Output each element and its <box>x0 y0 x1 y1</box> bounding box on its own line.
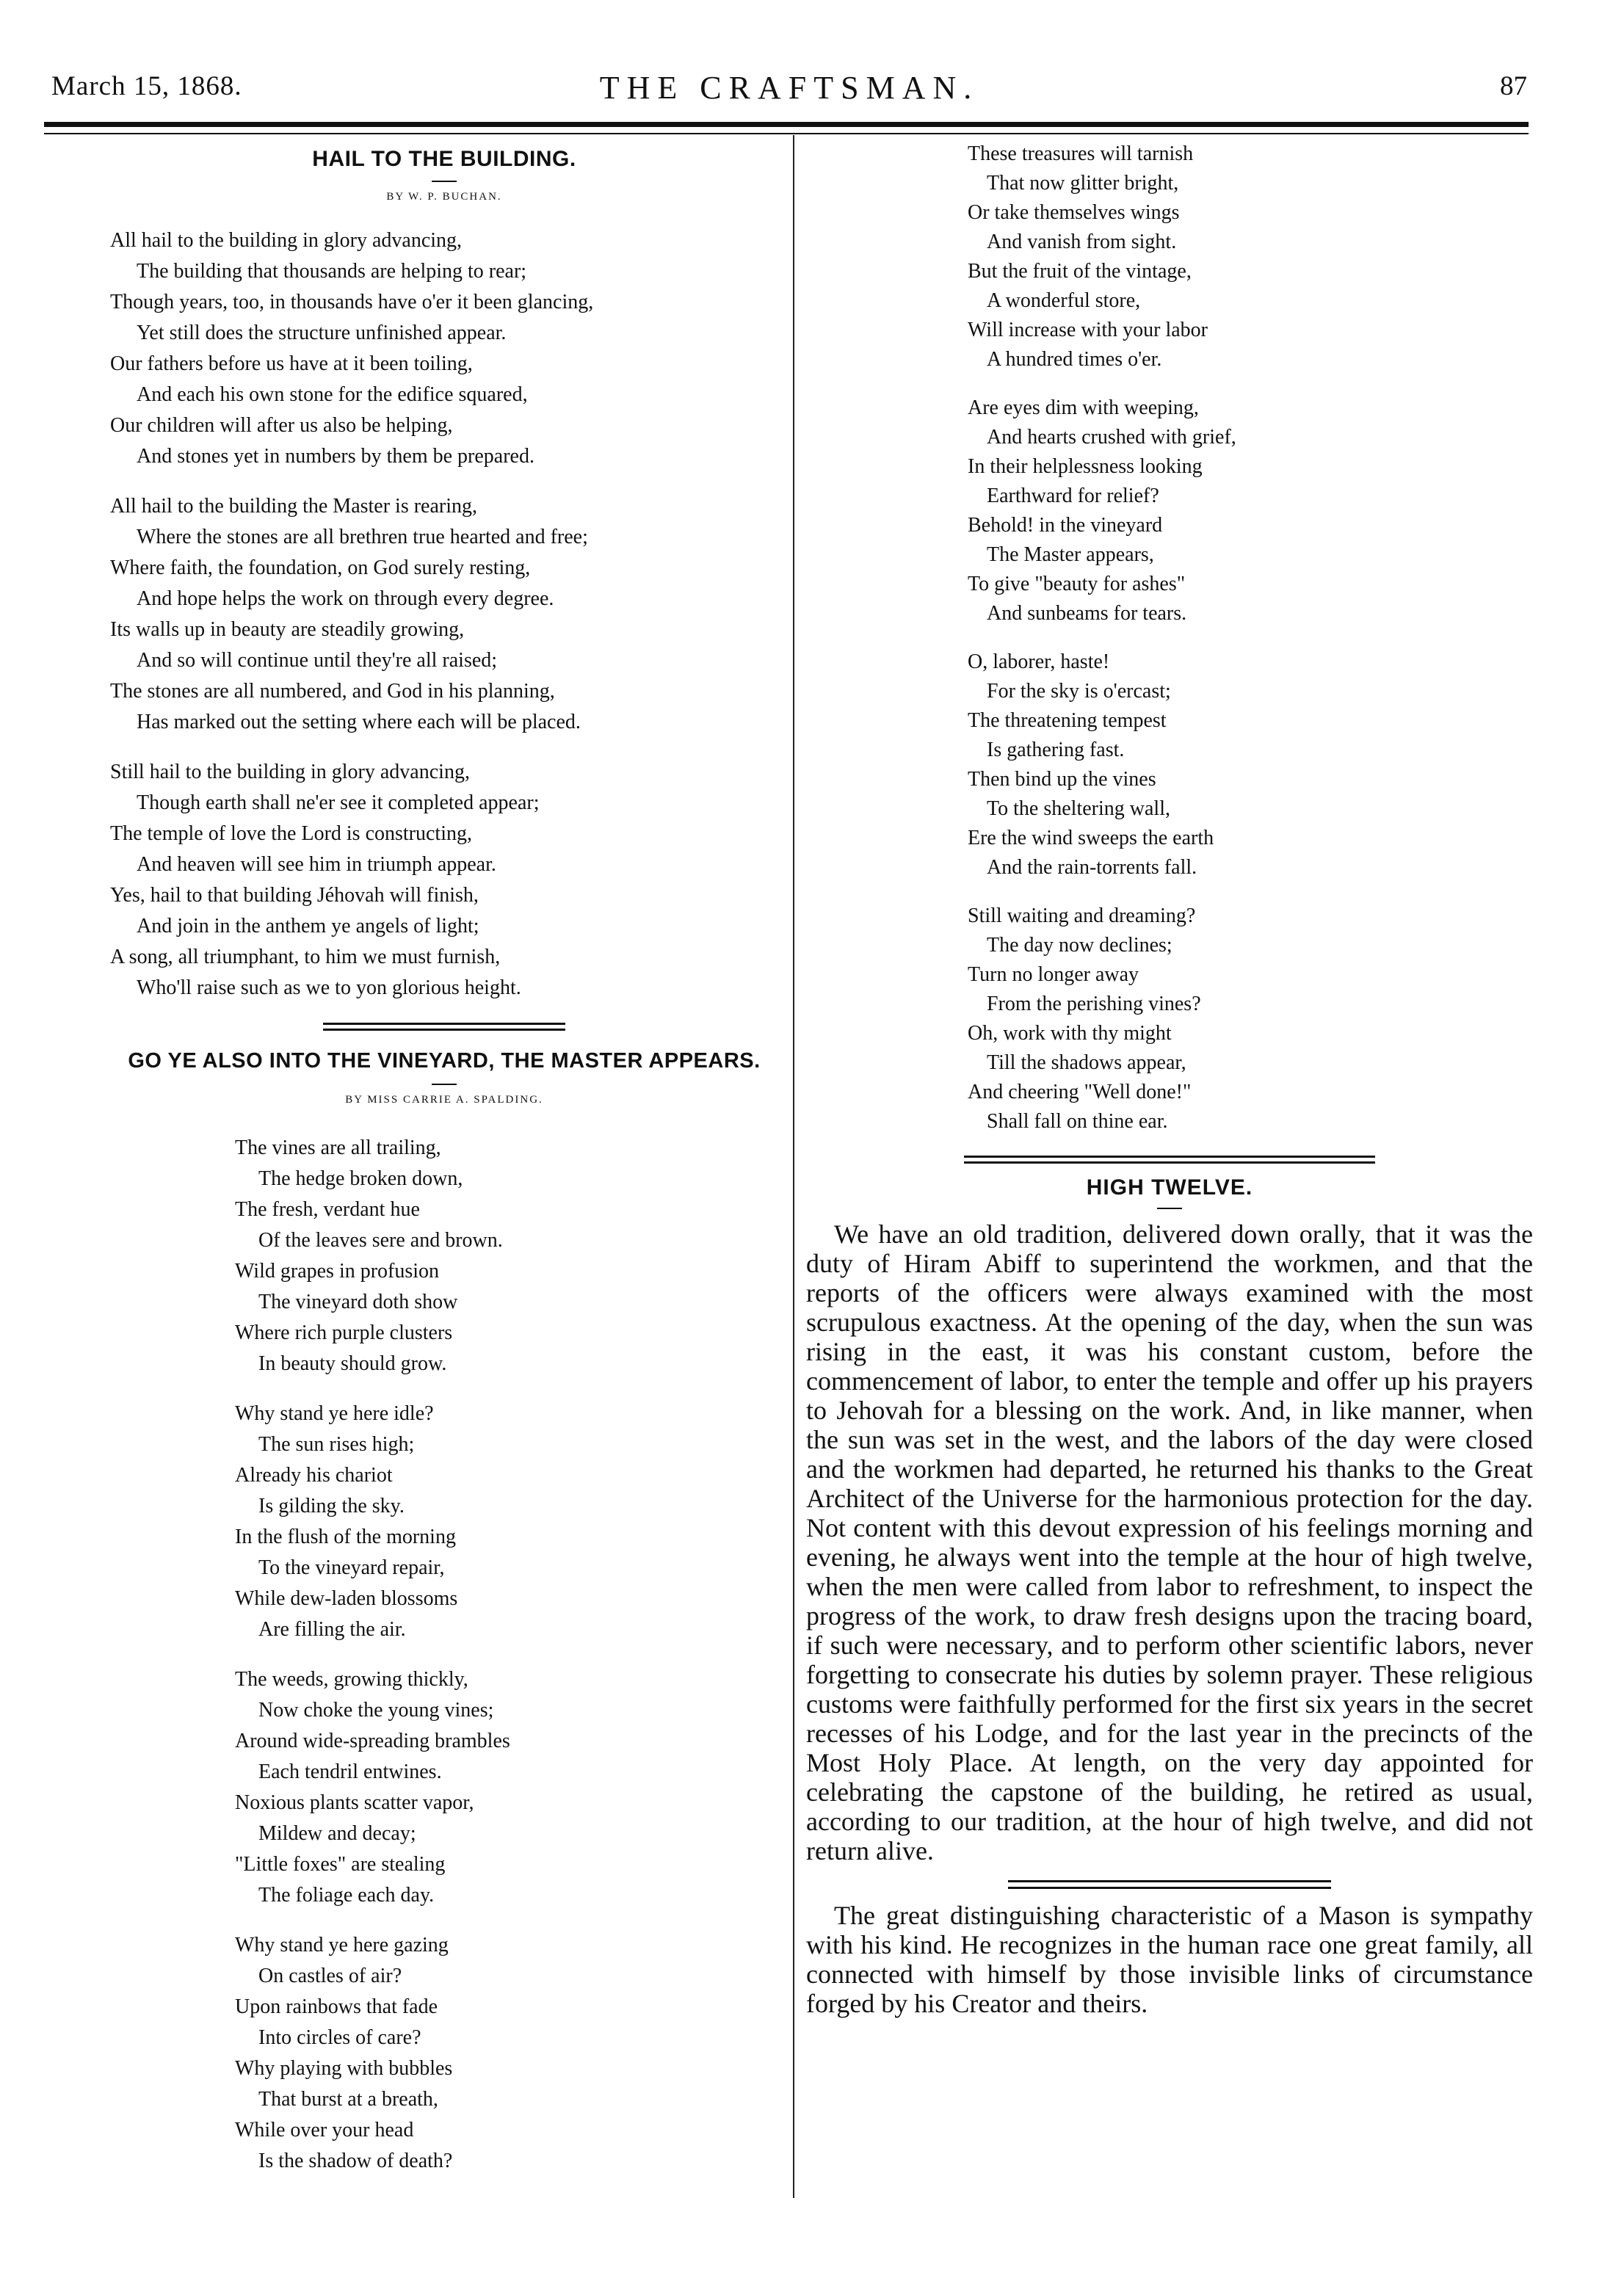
poem-line: Ere the wind sweeps the earth <box>968 827 1214 849</box>
article-title: HIGH TWELVE. <box>1086 1175 1253 1200</box>
poem-line: And join in the anthem ye angels of light; <box>137 915 479 938</box>
poem-line: A hundred times o'er. <box>987 348 1162 371</box>
poem-line: That burst at a breath, <box>258 2088 438 2111</box>
poem-line: In the flush of the morning <box>235 1526 456 1548</box>
poem-line: The Master appears, <box>987 543 1154 566</box>
stanza <box>110 225 778 472</box>
column-divider <box>793 135 794 2198</box>
poem-line: The building that thousands are helping to rear; <box>137 260 527 283</box>
page-header <box>51 70 1527 115</box>
poem-line: Where rich purple clusters <box>235 1321 453 1344</box>
poem-line: Still hail to the building in glory advancing, <box>110 761 470 783</box>
poem-line: Noxious plants scatter vapor, <box>235 1791 474 1814</box>
poem-line: Till the shadows appear, <box>987 1051 1186 1074</box>
poem-line: Why stand ye here idle? <box>235 1402 434 1425</box>
poem-line: Of the leaves sere and brown. <box>258 1229 503 1252</box>
stanza <box>968 139 1533 374</box>
poem-line: And each his own stone for the edifice squared, <box>137 383 528 406</box>
poem-line: To the sheltering wall, <box>987 797 1170 820</box>
poem-line: Around wide-spreading brambles <box>235 1730 510 1752</box>
poem-stanzas <box>110 225 778 1004</box>
poem-line: And stones yet in numbers by them be prepared. <box>137 445 534 468</box>
poem-line: The weeds, growing thickly, <box>235 1668 468 1691</box>
poem-line: Is gathering fast. <box>987 739 1125 761</box>
poem-line: Upon rainbows that fade <box>235 1995 438 2018</box>
poem-line: All hail to the building in glory advancing, <box>110 229 463 252</box>
poem-line: The foliage each day. <box>258 1884 435 1907</box>
article-paragraph: The great distinguishing characteristic of a Mason is sympathy with his kind. He recognizes in the human race one great family, all connected with himself by those invisible links of circumstance forged by his Creator and theirs. <box>806 1901 1533 2018</box>
left-column <box>110 139 778 2196</box>
stanza <box>968 648 1533 882</box>
poem-line: Is the shadow of death? <box>258 2150 453 2172</box>
section-divider <box>964 1156 1375 1164</box>
poem-line: And sunbeams for tears. <box>987 602 1187 625</box>
poem-line: The sun rises high; <box>258 1433 415 1456</box>
poem-line: Why stand ye here gazing <box>235 1934 449 1956</box>
poem-line: To the vineyard repair, <box>258 1556 445 1579</box>
poem-byline: BY MISS CARRIE A. SPALDING. <box>110 1094 778 1106</box>
poem-line: Then bind up the vines <box>968 768 1156 791</box>
poem-line: The stones are all numbered, and God in his planning, <box>110 680 555 703</box>
page-number: 87 <box>1500 71 1527 101</box>
article-paragraph: We have an old tradition, delivered down orally, that it was the duty of Hiram Abiff to superintend the workmen, and that the reports of the officers were always examined with the most scrupulous exactness. At the opening of the day, when the sun was rising in the east, it was his constant custom, before the commencement of labor, to enter the temple and offer up his prayers to Jehovah for a blessing on the work. And, in like manner, when the sun was set in the west, and the labors of the day were closed and the workmen had departed, he returned his thanks to the Great Architect of the Universe for the harmonious protection for the day. Not content with this devout expression of his feelings morning and evening, he always went into the temple at the hour of high twelve, when the men were called from labor to refreshment, to inspect the progress of the work, to draw fresh designs upon the tracing board, if such were necessary, and to perform other scientific labors, never forgetting to consecrate his duties by solemn prayer. These religious customs were faithfully performed for the first six years in the secret recesses of his Lodge, and for the last year in the precincts of the Most Holy Place. At length, on the very day appointed for celebrating the capstone of the building, he retired as usual, according to our tradition, at the hour of high twelve, and did not return alive. <box>806 1219 1533 1865</box>
section-divider <box>1008 1880 1331 1889</box>
poem-line: Shall fall on thine ear. <box>987 1110 1168 1133</box>
stanza <box>235 1930 778 2177</box>
poem-line: Though earth shall ne'er see it completed appear; <box>137 791 540 814</box>
poem-line: That now glitter bright, <box>987 172 1179 195</box>
poem-line: Yet still does the structure unfinished appear. <box>137 322 507 344</box>
poem-line: O, laborer, haste! <box>968 650 1110 673</box>
article-high-twelve <box>806 1175 1533 2018</box>
poem-line: Its walls up in beauty are steadily growing, <box>110 618 465 641</box>
poem-line: And cheering "Well done!" <box>968 1081 1192 1103</box>
poem-line: All hail to the building the Master is rearing, <box>110 495 478 518</box>
poem-line: A wonderful store, <box>987 289 1141 312</box>
stanza <box>235 1133 778 1379</box>
stanza <box>110 491 778 738</box>
poem-line: On castles of air? <box>258 1965 402 1987</box>
poem-line: The hedge broken down, <box>258 1167 463 1190</box>
poem-line: Our fathers before us have at it been toiling, <box>110 352 473 375</box>
right-column <box>806 139 1533 2018</box>
poem-line: And the rain-torrents fall. <box>987 856 1197 879</box>
poem-line: The fresh, verdant hue <box>235 1198 420 1221</box>
poem-byline: BY W. P. BUCHAN. <box>110 191 778 203</box>
stanza <box>968 902 1533 1136</box>
poem-line: From the perishing vines? <box>987 993 1201 1015</box>
section-divider <box>323 1023 565 1031</box>
poem-line: Already his chariot <box>235 1464 393 1487</box>
poem-line: Why playing with bubbles <box>235 2057 453 2080</box>
poem-line: Where the stones are all brethren true hearted and free; <box>137 526 588 548</box>
issue-date: March 15, 1868. <box>51 71 242 101</box>
poem-title: GO YE ALSO INTO THE VINEYARD, THE MASTER APPEARS. <box>128 1049 761 1073</box>
title-dash <box>1157 1208 1182 1209</box>
poem-line: "Little foxes" are stealing <box>235 1853 446 1876</box>
poem-line: Into circles of care? <box>258 2026 421 2049</box>
poem-line: Still waiting and dreaming? <box>968 904 1196 927</box>
poem-line: Oh, work with thy might <box>968 1022 1172 1045</box>
poem-line: But the fruit of the vintage, <box>968 260 1192 283</box>
poem-line: And hope helps the work on through every degree. <box>137 587 554 610</box>
poem-line: Who'll raise such as we to yon glorious height. <box>137 976 521 999</box>
stanza <box>235 1664 778 1911</box>
poem-line: Or take themselves wings <box>968 201 1180 224</box>
poem-line: For the sky is o'ercast; <box>987 680 1171 703</box>
publication-title: THE CRAFTSMAN. <box>599 70 979 106</box>
header-rule <box>44 122 1529 134</box>
poem-stanzas <box>235 1133 778 2177</box>
poem-line: The threatening tempest <box>968 709 1167 732</box>
poem-line: Mildew and decay; <box>258 1822 416 1845</box>
poem-line: Has marked out the setting where each will be placed. <box>137 711 581 733</box>
poem-line: Will increase with your labor <box>968 319 1208 341</box>
stanza <box>968 394 1533 628</box>
poem-line: These treasures will tarnish <box>968 142 1194 165</box>
poem-line: And heaven will see him in triumph appear. <box>137 853 496 876</box>
poem-line: The day now declines; <box>987 934 1172 957</box>
poem-line: To give "beauty for ashes" <box>968 573 1186 595</box>
poem-line: The vineyard doth show <box>258 1291 458 1313</box>
poem-line: And vanish from sight. <box>987 231 1177 253</box>
poem-line: In beauty should grow. <box>258 1352 447 1375</box>
poem-line: Yes, hail to that building Jéhovah will finish, <box>110 884 479 907</box>
poem-line: Our children will after us also be helping, <box>110 414 453 437</box>
poem-line: Where faith, the foundation, on God surely resting, <box>110 556 531 579</box>
stanza <box>110 757 778 1004</box>
poem-line: While dew-laden blossoms <box>235 1587 458 1610</box>
poem-line: A song, all triumphant, to him we must furnish, <box>110 946 501 968</box>
poem-title: HAIL TO THE BUILDING. <box>312 147 576 171</box>
poem-stanzas-continued <box>968 139 1533 1136</box>
poem-line: And so will continue until they're all raised; <box>137 649 498 672</box>
poem-line: Each tendril entwines. <box>258 1760 442 1783</box>
poem-line: While over your head <box>235 2119 414 2142</box>
poem-line: Turn no longer away <box>968 963 1139 986</box>
poem-line: And hearts crushed with grief, <box>987 426 1236 449</box>
poem-line: Though years, too, in thousands have o'er it been glancing, <box>110 291 594 313</box>
poem-line: Now choke the young vines; <box>258 1699 494 1722</box>
poem-line: In their helplessness looking <box>968 455 1203 478</box>
poem-line: Are eyes dim with weeping, <box>968 396 1199 419</box>
poem-line: The vines are all trailing, <box>235 1136 441 1159</box>
poem-vineyard <box>110 1047 778 2177</box>
poem-hail-to-the-building <box>110 147 778 1004</box>
poem-line: Are filling the air. <box>258 1618 406 1641</box>
poem-line: Is gilding the sky. <box>258 1495 405 1517</box>
stanza <box>235 1399 778 1645</box>
poem-line: Earthward for relief? <box>987 485 1159 507</box>
poem-line: Wild grapes in profusion <box>235 1260 440 1283</box>
poem-line: The temple of love the Lord is constructing, <box>110 822 472 845</box>
poem-line: Behold! in the vineyard <box>968 514 1163 537</box>
